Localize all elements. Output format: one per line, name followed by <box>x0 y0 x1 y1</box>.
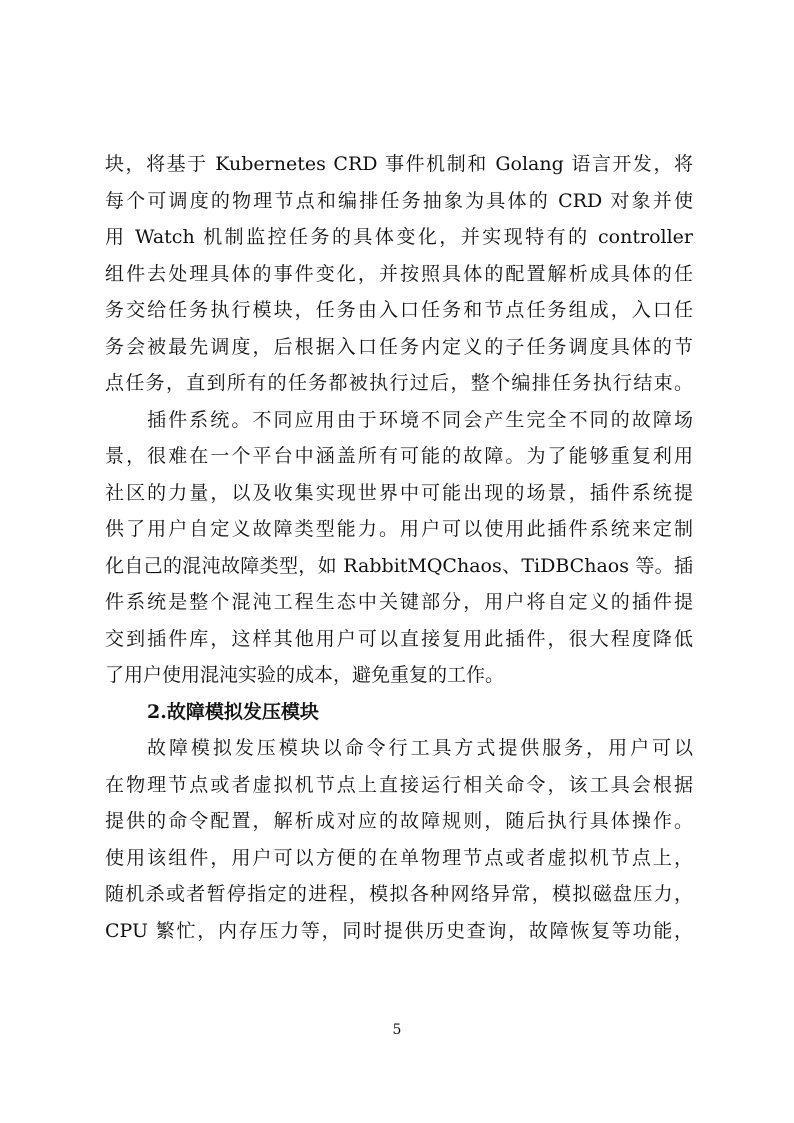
text-line: 供了用户自定义故障类型能力。用户可以使用此插件系统来定制 <box>105 518 693 540</box>
text-line: 使用该组件，用户可以方便的在单物理节点或者虚拟机节点上， <box>105 846 693 869</box>
section-heading: 2.故障模拟发压模块 <box>147 700 319 723</box>
paragraph-orchestration <box>105 146 693 402</box>
text-line: 化自己的混沌故障类型，如 RabbitMQChaos、TiDBChaos 等。插 <box>105 554 693 577</box>
paragraph-fault-simulation <box>105 730 693 949</box>
paragraph-plugin-system <box>105 402 693 694</box>
text-line: 务交给任务执行模块，任务由入口任务和节点任务组成，入口任 <box>105 299 693 321</box>
text-line: 块，将基于 Kubernetes CRD 事件机制和 Golang 语言开发，将 <box>105 153 693 175</box>
text-line: 用 Watch 机制监控任务的具体变化，并实现特有的 controller <box>105 226 693 248</box>
text-line: 提供的命令配置，解析成对应的故障规则，随后执行具体操作。 <box>105 810 693 832</box>
text-line: 在物理节点或者虚拟机节点上直接运行相关命令，该工具会根据 <box>105 773 693 796</box>
document-body <box>105 146 693 949</box>
text-line: 务会被最先调度，后根据入口任务内定义的子任务调度具体的节 <box>105 335 693 358</box>
text-line: 插件系统。不同应用由于环境不同会产生完全不同的故障场 <box>147 408 693 431</box>
page-number: 5 <box>392 1022 402 1038</box>
text-line: 社区的力量，以及收集实现世界中可能出现的场景，插件系统提 <box>105 481 693 504</box>
text-line: 件系统是整个混沌工程生态中关键部分，用户将自定义的插件提 <box>105 591 693 613</box>
text-line: CPU 繁忙，内存压力等，同时提供历史查询，故障恢复等功能， <box>105 919 693 942</box>
text-line: 组件去处理具体的事件变化，并按照具体的配置解析成具体的任 <box>105 262 693 285</box>
text-line: 景，很难在一个平台中涵盖所有可能的故障。为了能够重复利用 <box>105 445 693 467</box>
text-line: 交到插件库，这样其他用户可以直接复用此插件，很大程度降低 <box>105 627 693 650</box>
text-line: 每个可调度的物理节点和编排任务抽象为具体的 CRD 对象并使 <box>105 189 693 212</box>
text-line: 了用户使用混沌实验的成本，避免重复的工作。 <box>105 664 505 686</box>
text-line: 点任务，直到所有的任务都被执行过后，整个编排任务执行结束。 <box>105 372 693 394</box>
text-line: 随机杀或者暂停指定的进程，模拟各种网络异常，模拟磁盘压力， <box>105 883 693 905</box>
text-line: 故障模拟发压模块以命令行工具方式提供服务，用户可以 <box>147 737 693 759</box>
